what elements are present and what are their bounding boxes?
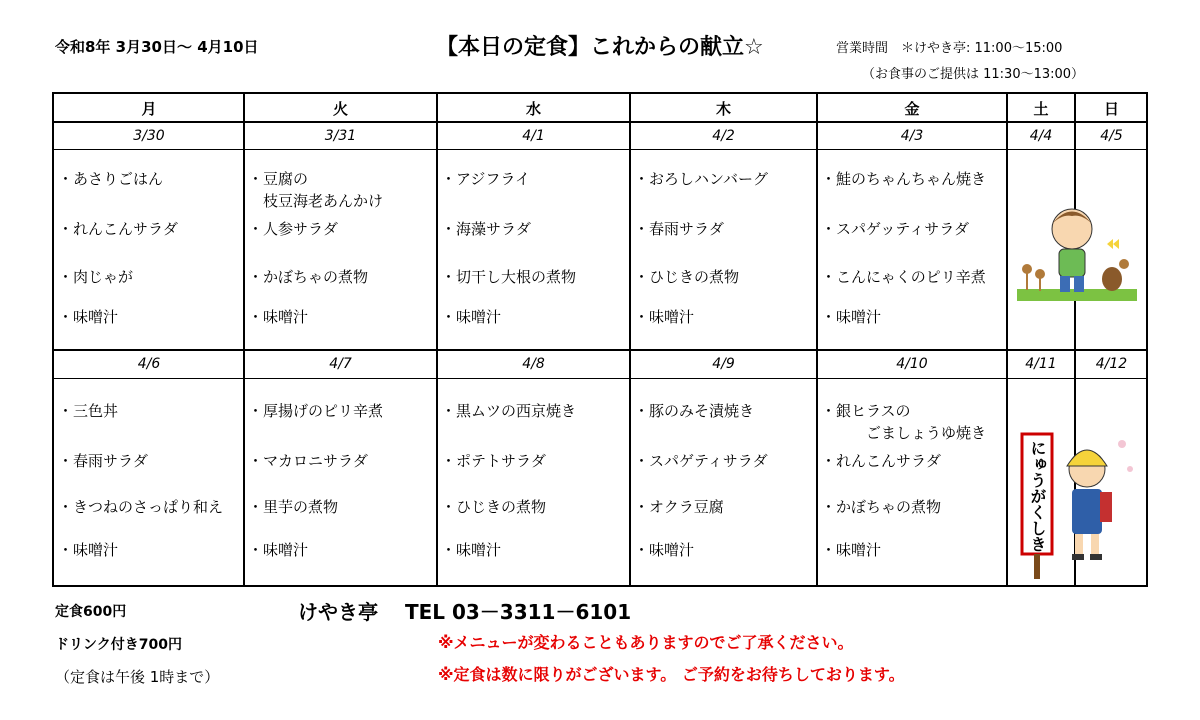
menu-item: ・味噌汁	[821, 541, 882, 559]
business-hours: 営業時間 ＊けやき亭: 11:00～15:00	[836, 41, 1063, 56]
column-divider	[816, 94, 818, 585]
date-label: 4/3	[900, 128, 924, 144]
date-label: 4/9	[712, 356, 735, 372]
date-divider	[54, 378, 1146, 379]
menu-item: ・味噌汁	[58, 541, 119, 559]
date-label: 4/1	[522, 128, 545, 144]
menu-item: ・かぼちゃの煮物	[821, 498, 942, 516]
menu-item: ・春雨サラダ	[634, 220, 724, 238]
menu-item: ・こんにゃくのピリ辛煮	[821, 268, 986, 286]
menu-item: ・味噌汁	[634, 541, 695, 559]
menu-item: ・スパゲッティサラダ	[821, 220, 970, 238]
date-label: 4/4	[1029, 128, 1053, 144]
date-label: 4/2	[712, 128, 735, 144]
menu-item: ・味噌汁	[248, 308, 309, 326]
menu-item: ・三色丼	[58, 402, 119, 420]
menu-item: ・春雨サラダ	[58, 452, 148, 470]
menu-item: ・味噌汁	[441, 541, 502, 559]
menu-item: ・ひじきの煮物	[634, 268, 740, 286]
set-meal-price: 定食600円	[55, 604, 127, 620]
menu-item: ・切干し大根の煮物	[441, 268, 577, 286]
menu-item: ・ポテトサラダ	[441, 452, 546, 470]
menu-item: ・鮭のちゃんちゃん焼き	[821, 170, 987, 188]
menu-item: ・かぼちゃの煮物	[248, 268, 369, 286]
menu-item: ・黒ムツの西京焼き	[441, 402, 577, 420]
day-header: 金	[904, 100, 920, 118]
menu-item: ・オクラ豆腐	[634, 498, 724, 516]
menu-item: ・スパゲティサラダ	[634, 452, 768, 470]
day-header: 木	[715, 100, 731, 118]
date-label: 4/10	[896, 356, 928, 372]
date-label: 4/11	[1025, 356, 1057, 372]
entrance-ceremony-sign: にゅうがくしき	[1028, 440, 1047, 552]
menu-item: ・厚揚げのピリ辛煮	[248, 402, 384, 420]
menu-item: ・マカロニサラダ	[248, 452, 368, 470]
menu-item: ・れんこんサラダ	[821, 452, 941, 470]
menu-item: ・里芋の煮物	[248, 498, 339, 516]
menu-item: ・おろしハンバーグ	[634, 170, 768, 188]
day-header: 月	[141, 100, 157, 118]
menu-item: ・豚のみそ漬焼き	[634, 402, 755, 420]
menu-item: ・ひじきの煮物	[441, 498, 547, 516]
menu-item: ・銀ヒラスの ごましょうゆ焼き	[821, 402, 987, 442]
menu-item: ・味噌汁	[634, 308, 695, 326]
menu-item: ・きつねのさっぱり和え	[58, 498, 224, 516]
menu-item: ・アジフライ	[441, 170, 530, 188]
date-label: 4/12	[1095, 356, 1128, 372]
menu-item: ・味噌汁	[58, 308, 119, 326]
date-label: 4/6	[137, 356, 161, 372]
column-divider	[436, 94, 438, 585]
day-header: 土	[1033, 100, 1049, 118]
menu-item: ・味噌汁	[821, 308, 882, 326]
serving-hours: （お食事のご提供は 11:30～13:00）	[862, 67, 1085, 82]
notice-limited: ※定食は数に限りがございます。 ご予約をお待ちしております。	[438, 665, 905, 684]
column-divider	[1006, 94, 1008, 585]
day-header: 水	[525, 100, 541, 118]
date-divider	[54, 149, 1146, 150]
menu-item: ・肉じゃが	[58, 268, 134, 286]
period: 令和8年 3月30日～ 4月10日	[55, 38, 259, 56]
date-label: 4/7	[329, 356, 352, 372]
date-label: 4/5	[1100, 128, 1123, 144]
child-spring-illustration	[1012, 194, 1142, 314]
page-title: 【本日の定食】これからの献立☆	[436, 35, 764, 60]
shop-phone: けやき亭 TEL 03－3311－6101	[298, 600, 632, 624]
menu-item: ・味噌汁	[248, 541, 309, 559]
notice-menu-change: ※メニューが変わることもありますのでご了承ください。	[438, 633, 854, 652]
time-limit-note: （定食は午後 1時まで）	[55, 668, 220, 686]
menu-item: ・海藻サラダ	[441, 220, 531, 238]
date-label: 4/8	[522, 356, 545, 372]
date-label: 3/31	[324, 128, 357, 144]
menu-item: ・味噌汁	[441, 308, 502, 326]
menu-item: ・豆腐の 枝豆海老あんかけ	[248, 170, 384, 210]
boy-icon	[1012, 194, 1142, 314]
date-label: 3/30	[133, 128, 165, 144]
menu-item: ・人参サラダ	[248, 220, 338, 238]
column-divider	[629, 94, 631, 585]
drink-price: ドリンク付き700円	[55, 637, 182, 653]
day-header: 日	[1103, 100, 1119, 118]
entrance-ceremony-illustration	[1012, 414, 1142, 584]
column-divider	[243, 94, 245, 585]
menu-table	[52, 92, 1148, 587]
day-header: 火	[332, 100, 348, 118]
menu-item: ・れんこんサラダ	[58, 220, 178, 238]
menu-item: ・あさりごはん	[58, 170, 164, 188]
